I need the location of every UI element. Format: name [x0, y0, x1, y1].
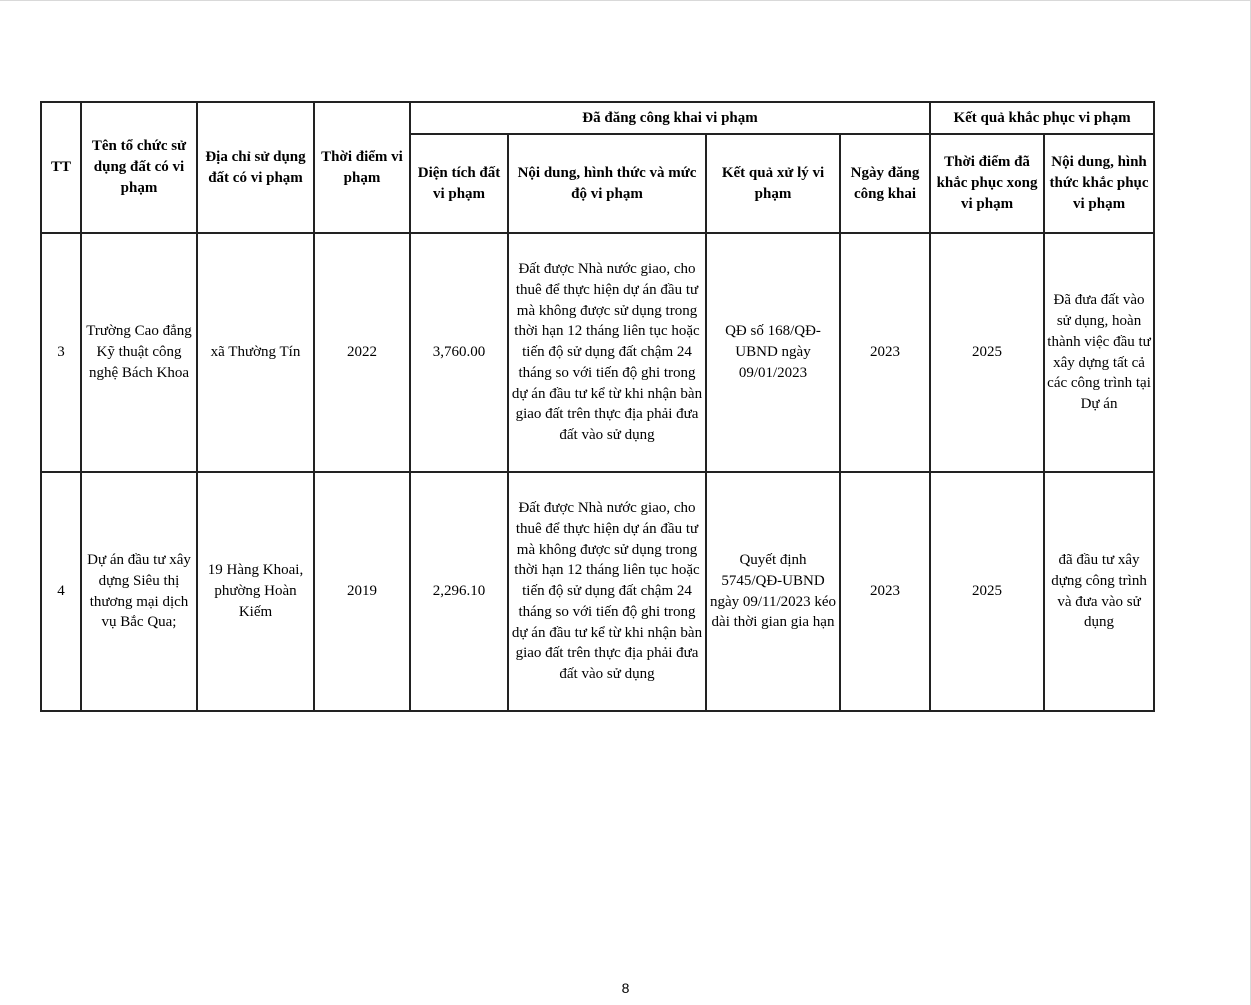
cell-handling-result: Quyết định 5745/QĐ-UBND ngày 09/11/2023 kéo dài thời gian gia hạn — [706, 472, 840, 711]
cell-area: 2,296.10 — [410, 472, 508, 711]
cell-remedy-time: 2025 — [930, 233, 1044, 472]
header-handling-result: Kết quả xử lý vi phạm — [706, 134, 840, 233]
table-row — [41, 233, 1154, 472]
page-edge-top — [0, 0, 1251, 1]
header-remedy-time: Thời điểm đã khắc phục xong vi phạm — [930, 134, 1044, 233]
cell-violation-time: 2019 — [314, 472, 410, 711]
violations-table — [40, 101, 1155, 712]
cell-violation-time: 2022 — [314, 233, 410, 472]
cell-remedy-time: 2025 — [930, 472, 1044, 711]
header-row-groups — [41, 102, 1154, 134]
cell-handling-result: QĐ số 168/QĐ-UBND ngày 09/01/2023 — [706, 233, 840, 472]
cell-organization: Trường Cao đẳng Kỹ thuật công nghệ Bách Khoa — [81, 233, 197, 472]
cell-area: 3,760.00 — [410, 233, 508, 472]
cell-remedy-content: Đã đưa đất vào sử dụng, hoàn thành việc đầu tư xây dựng tất cả các công trình tại Dự án — [1044, 233, 1154, 472]
cell-publish-date: 2023 — [840, 472, 930, 711]
table-row — [41, 472, 1154, 711]
header-tt: TT — [41, 102, 81, 233]
cell-content: Đất được Nhà nước giao, cho thuê để thực hiện dự án đầu tư mà không được sử dụng trong thời hạn 12 tháng liên tục hoặc tiến độ sử dụng đất chậm 24 tháng so với tiến độ ghi trong dự án đầu tư kể từ khi nhận bàn giao đất trên thực địa phải đưa đất vào sử dụng — [508, 233, 706, 472]
header-area: Diện tích đất vi phạm — [410, 134, 508, 233]
header-address: Địa chỉ sử dụng đất có vi phạm — [197, 102, 314, 233]
cell-content: Đất được Nhà nước giao, cho thuê để thực hiện dự án đầu tư mà không được sử dụng trong thời hạn 12 tháng liên tục hoặc tiến độ sử dụng đất chậm 24 tháng so với tiến độ ghi trong dự án đầu tư kể từ khi nhận bàn giao đất trên thực địa phải đưa đất vào sử dụng — [508, 472, 706, 711]
header-group-remedy: Kết quả khắc phục vi phạm — [930, 102, 1154, 134]
header-content: Nội dung, hình thức và mức độ vi phạm — [508, 134, 706, 233]
cell-address: 19 Hàng Khoai, phường Hoàn Kiếm — [197, 472, 314, 711]
header-organization: Tên tổ chức sử dụng đất có vi phạm — [81, 102, 197, 233]
cell-tt: 4 — [41, 472, 81, 711]
page-number: 8 — [621, 980, 630, 996]
cell-remedy-content: đã đầu tư xây dựng công trình và đưa vào sử dụng — [1044, 472, 1154, 711]
header-remedy-content: Nội dung, hình thức khắc phục vi phạm — [1044, 134, 1154, 233]
cell-address: xã Thường Tín — [197, 233, 314, 472]
header-publish-date: Ngày đăng công khai — [840, 134, 930, 233]
cell-publish-date: 2023 — [840, 233, 930, 472]
header-violation-time: Thời điểm vi phạm — [314, 102, 410, 233]
cell-tt: 3 — [41, 233, 81, 472]
cell-organization: Dự án đầu tư xây dựng Siêu thị thương mại dịch vụ Bắc Qua; — [81, 472, 197, 711]
header-group-published: Đã đăng công khai vi phạm — [410, 102, 930, 134]
